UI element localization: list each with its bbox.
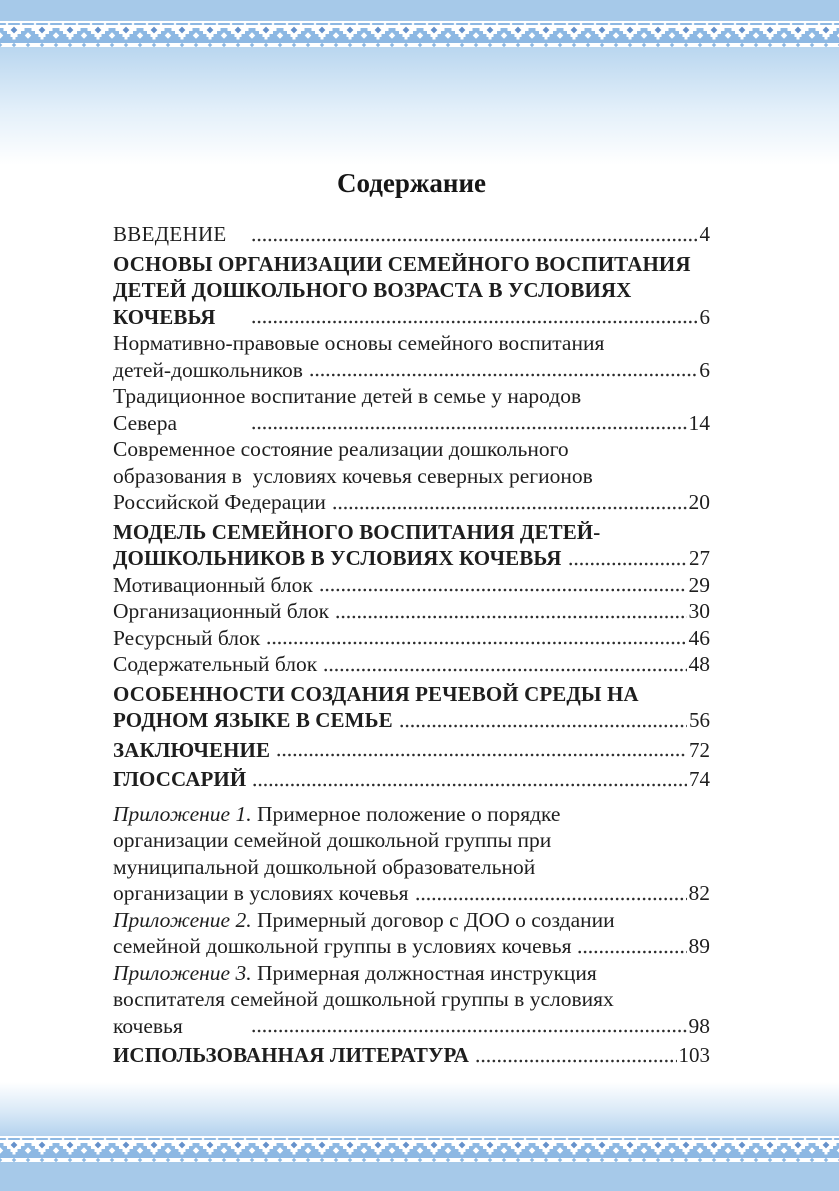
toc-entry <box>113 737 710 764</box>
toc-entry-line <box>113 545 710 572</box>
dot-leader <box>251 237 698 243</box>
toc-entry-line <box>113 463 710 490</box>
toc-entry-line <box>113 357 710 384</box>
top-decorative-border <box>0 0 839 165</box>
dot-leader <box>577 949 686 955</box>
toc-entry-line <box>113 681 710 708</box>
toc-page-number: 30 <box>688 599 710 623</box>
dot-leader <box>252 782 687 788</box>
toc-entry-line <box>113 986 710 1013</box>
toc-entry-text: Приложение 1. Примерное положение о порядке <box>113 801 561 826</box>
toc-entry-text: организации в условиях кочевья <box>113 881 409 905</box>
toc-page-number: 72 <box>689 737 710 762</box>
ornament-pattern-icon <box>0 23 839 47</box>
toc-entry-line <box>113 277 710 304</box>
toc-entry-line <box>113 1042 710 1069</box>
dot-leader <box>251 319 698 325</box>
dot-leader <box>309 372 697 378</box>
dot-leader <box>251 1028 687 1034</box>
toc-entry-text: семейной дошкольной группы в условиях кочевья <box>113 934 572 958</box>
toc-entry-text: муниципальной дошкольной образовательной <box>113 854 536 879</box>
ornament-pattern-icon <box>0 1138 839 1162</box>
toc-entry <box>113 651 710 678</box>
toc-entry-line <box>113 737 710 764</box>
dot-leader <box>475 1058 676 1064</box>
toc-entry-line <box>113 221 710 248</box>
toc-entry-text: ОСОБЕННОСТИ СОЗДАНИЯ РЕЧЕВОЙ СРЕДЫ НА <box>113 681 639 706</box>
toc-entry-line <box>113 960 710 987</box>
toc-entry <box>113 436 710 516</box>
toc-entry <box>113 221 710 248</box>
appendix-label: Приложение 2. <box>113 907 257 932</box>
toc-entry-line <box>113 880 710 907</box>
dot-leader <box>415 896 687 902</box>
toc-entry-line <box>113 383 710 410</box>
toc-entry <box>113 598 710 625</box>
toc-entry <box>113 801 710 907</box>
page-title: Содержание <box>336 168 487 198</box>
toc-entry-text: ОСНОВЫ ОРГАНИЗАЦИИ СЕМЕЙНОГО ВОСПИТАНИЯ <box>113 251 691 276</box>
toc-entry-text: Приложение 3. Примерная должностная инструкция <box>113 960 597 985</box>
toc-entry <box>113 766 710 793</box>
toc-entry-text: Современное состояние реализации дошкольного <box>113 437 569 461</box>
toc-entry-text: воспитателя семейной дошкольной группы в условиях <box>113 987 614 1011</box>
toc-entry <box>113 383 710 436</box>
toc-entry-line <box>113 907 710 934</box>
toc-entry-text: Нормативно-правовые основы семейного воспитания <box>113 331 605 355</box>
toc-entry-line <box>113 251 710 278</box>
toc-entry-line <box>113 933 710 960</box>
dot-leader <box>399 723 687 729</box>
toc-entry <box>113 330 710 383</box>
toc-entry-text: организации семейной дошкольной группы при <box>113 828 552 852</box>
toc-page-number: 89 <box>688 934 710 958</box>
toc-page-number: 82 <box>688 881 710 905</box>
toc-entry-text: КОЧЕВЬЯ <box>113 304 216 329</box>
bottom-decorative-border <box>0 1082 839 1191</box>
toc-entry-text: Приложение 2. Примерный договор с ДОО о создании <box>113 907 615 932</box>
toc-page-number: 4 <box>699 222 710 246</box>
toc-entry-text: Российской Федерации <box>113 490 326 514</box>
toc-entry-line <box>113 766 710 793</box>
toc-entry-text: Севера <box>113 410 178 435</box>
bottom-ornament-band <box>0 1136 839 1162</box>
toc-entry-line <box>113 854 710 881</box>
toc-page-number: 46 <box>688 625 710 650</box>
toc-entry <box>113 960 710 1040</box>
toc-page-number: 74 <box>689 767 710 791</box>
toc-entry <box>113 572 710 599</box>
toc-entry-line <box>113 707 710 734</box>
toc-page-number: 48 <box>688 652 710 676</box>
toc-entry-text: Содержательный блок <box>113 652 318 676</box>
appendix-label: Приложение 1. <box>113 801 257 826</box>
toc-entry-line <box>113 598 710 625</box>
toc-entry-line <box>113 625 710 652</box>
toc-entry-line <box>113 651 710 678</box>
toc-page-number: 6 <box>699 357 710 382</box>
dot-leader <box>568 561 687 567</box>
toc-entry-text: ВВЕДЕНИЕ <box>113 222 227 246</box>
toc-entry-line <box>113 489 710 516</box>
toc-page-number: 103 <box>678 1043 710 1067</box>
toc-page-number: 56 <box>689 708 710 732</box>
toc-entry-text: ДОШКОЛЬНИКОВ В УСЛОВИЯХ КОЧЕВЬЯ <box>113 546 562 570</box>
toc-page-number: 29 <box>688 572 710 597</box>
toc-entry-line <box>113 801 710 828</box>
toc-entry <box>113 907 710 960</box>
toc-entry-text: МОДЕЛЬ СЕМЕЙНОГО ВОСПИТАНИЯ ДЕТЕЙ- <box>113 519 601 544</box>
toc-entry-text: Ресурсный блок <box>113 625 261 650</box>
dot-leader <box>323 667 686 673</box>
toc-entry-text: ДЕТЕЙ ДОШКОЛЬНОГО ВОЗРАСТА В УСЛОВИЯХ <box>113 278 632 302</box>
toc-entry <box>113 681 710 734</box>
appendix-label: Приложение 3. <box>113 960 257 985</box>
toc-entry-text: ГЛОССАРИЙ <box>113 767 247 791</box>
toc-entry-line <box>113 330 710 357</box>
toc-entry-line <box>113 1013 710 1040</box>
bottom-gradient <box>0 1082 839 1136</box>
dot-leader <box>276 752 687 758</box>
top-blue-strip <box>0 0 839 21</box>
toc-page-number: 98 <box>688 1013 710 1038</box>
toc-entry-line <box>113 827 710 854</box>
toc-entry-text: кочевья <box>113 1013 183 1038</box>
toc-entry-text: Традиционное воспитание детей в семье у народов <box>113 384 582 408</box>
toc-entry-text: РОДНОМ ЯЗЫКЕ В СЕМЬЕ <box>113 708 393 732</box>
toc-entry <box>113 519 710 572</box>
toc-entry-text: образования в условиях кочевья северных регионов <box>113 463 593 488</box>
toc-list <box>113 221 710 1069</box>
toc-entry <box>113 625 710 652</box>
toc-entry <box>113 1042 710 1069</box>
top-ornament-band <box>0 21 839 47</box>
toc-entry-text: Организационный блок <box>113 599 330 623</box>
toc-entry-text: Мотивационный блок <box>113 572 313 597</box>
toc-page-number: 20 <box>688 490 710 514</box>
toc-entry-text: ЗАКЛЮЧЕНИЕ <box>113 737 271 762</box>
dot-leader <box>319 587 687 593</box>
toc-page-number: 14 <box>688 410 710 435</box>
table-of-contents <box>113 168 710 1069</box>
toc-entry-line <box>113 572 710 599</box>
dot-leader <box>332 505 687 511</box>
toc-entry-line <box>113 519 710 546</box>
dot-leader <box>251 425 687 431</box>
toc-entry-line <box>113 304 710 331</box>
toc-page-number: 6 <box>699 304 710 329</box>
toc-entry-text: детей-дошкольников <box>113 357 303 382</box>
toc-entry-line <box>113 410 710 437</box>
toc-entry <box>113 251 710 331</box>
dot-leader <box>266 640 686 646</box>
dot-leader <box>335 614 686 620</box>
toc-page-number: 27 <box>689 546 710 570</box>
toc-entry-line <box>113 436 710 463</box>
bottom-blue-strip <box>0 1162 839 1191</box>
top-gradient <box>0 47 839 165</box>
toc-entry-text: ИСПОЛЬЗОВАННАЯ ЛИТЕРАТУРА <box>113 1043 470 1067</box>
